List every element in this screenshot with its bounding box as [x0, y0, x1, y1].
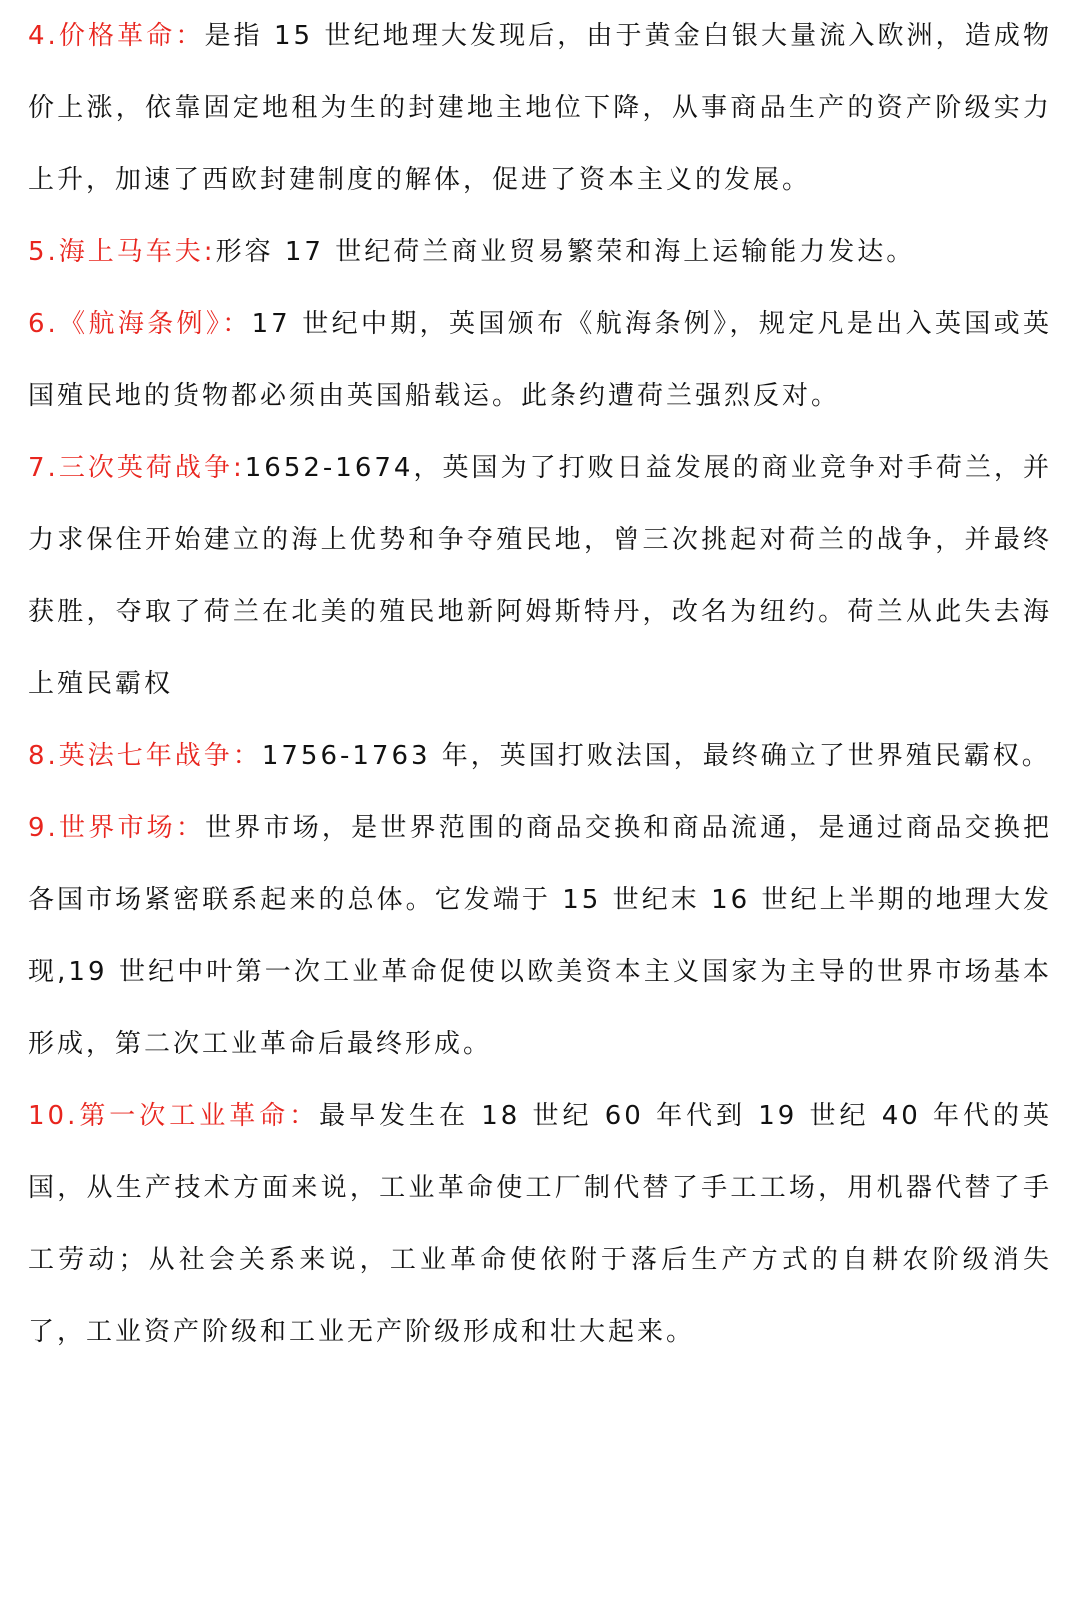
term-sea-coachman: 5.海上马车夫: — [28, 237, 216, 267]
entry-sea-coachman — [28, 216, 1052, 288]
entry-world-market — [28, 792, 1052, 1080]
definition-sea-coachman: 形容 17 世纪荷兰商业贸易繁荣和海上运输能力发达。 — [215, 237, 916, 267]
term-world-market: 9.世界市场： — [28, 813, 206, 843]
definition-world-market: 世界市场，是世界范围的商品交换和商品流通，是通过商品交换把各国市场紧密联系起来的总体。它发端于 15 世纪末 16 世纪上半期的地理大发现,19 世纪中叶第一次工业革命促使以欧美资本主义国家为主导的世界市场基本形成，第二次工业革命后最终形成。 — [28, 813, 1052, 1059]
definition-first-industrial-revolution: 最早发生在 18 世纪 60 年代到 19 世纪 40 年代的英国，从生产技术方面来说，工业革命使工厂制代替了手工工场，用机器代替了手工劳动；从社会关系来说，工业革命使依附于落后生产方式的自耕农阶级消失了，工业资产阶级和工业无产阶级形成和壮大起来。 — [28, 1101, 1052, 1347]
document-page — [28, 0, 1052, 1368]
term-first-industrial-revolution: 10.第一次工业革命： — [28, 1101, 320, 1131]
term-price-revolution: 4.价格革命： — [28, 21, 205, 51]
entry-navigation-acts — [28, 288, 1052, 432]
definition-navigation-acts: 17 世纪中期，英国颁布《航海条例》，规定凡是出入英国或英国殖民地的货物都必须由英国船载运。此条约遭荷兰强烈反对。 — [28, 309, 1052, 411]
definition-price-revolution: 是指 15 世纪地理大发现后，由于黄金白银大量流入欧洲，造成物价上涨，依靠固定地租为生的封建地主地位下降，从事商品生产的资产阶级实力上升，加速了西欧封建制度的解体，促进了资本主义的发展。 — [28, 21, 1052, 195]
entry-first-industrial-revolution — [28, 1080, 1052, 1368]
definition-anglo-dutch-wars: 1652-1674，英国为了打败日益发展的商业竞争对手荷兰，并力求保住开始建立的海上优势和争夺殖民地，曾三次挑起对荷兰的战争，并最终获胜，夺取了荷兰在北美的殖民地新阿姆斯特丹，改名为纽约。荷兰从此失去海上殖民霸权 — [28, 453, 1053, 699]
term-anglo-dutch-wars: 7.三次英荷战争: — [28, 453, 245, 483]
definition-seven-years-war: 1756-1763 年，英国打败法国，最终确立了世界殖民霸权。 — [261, 741, 1051, 771]
term-navigation-acts: 6.《航海条例》： — [28, 309, 252, 339]
entry-anglo-dutch-wars — [28, 432, 1052, 720]
term-seven-years-war: 8.英法七年战争： — [28, 741, 262, 771]
entry-price-revolution — [28, 0, 1052, 216]
entry-seven-years-war — [28, 720, 1052, 792]
